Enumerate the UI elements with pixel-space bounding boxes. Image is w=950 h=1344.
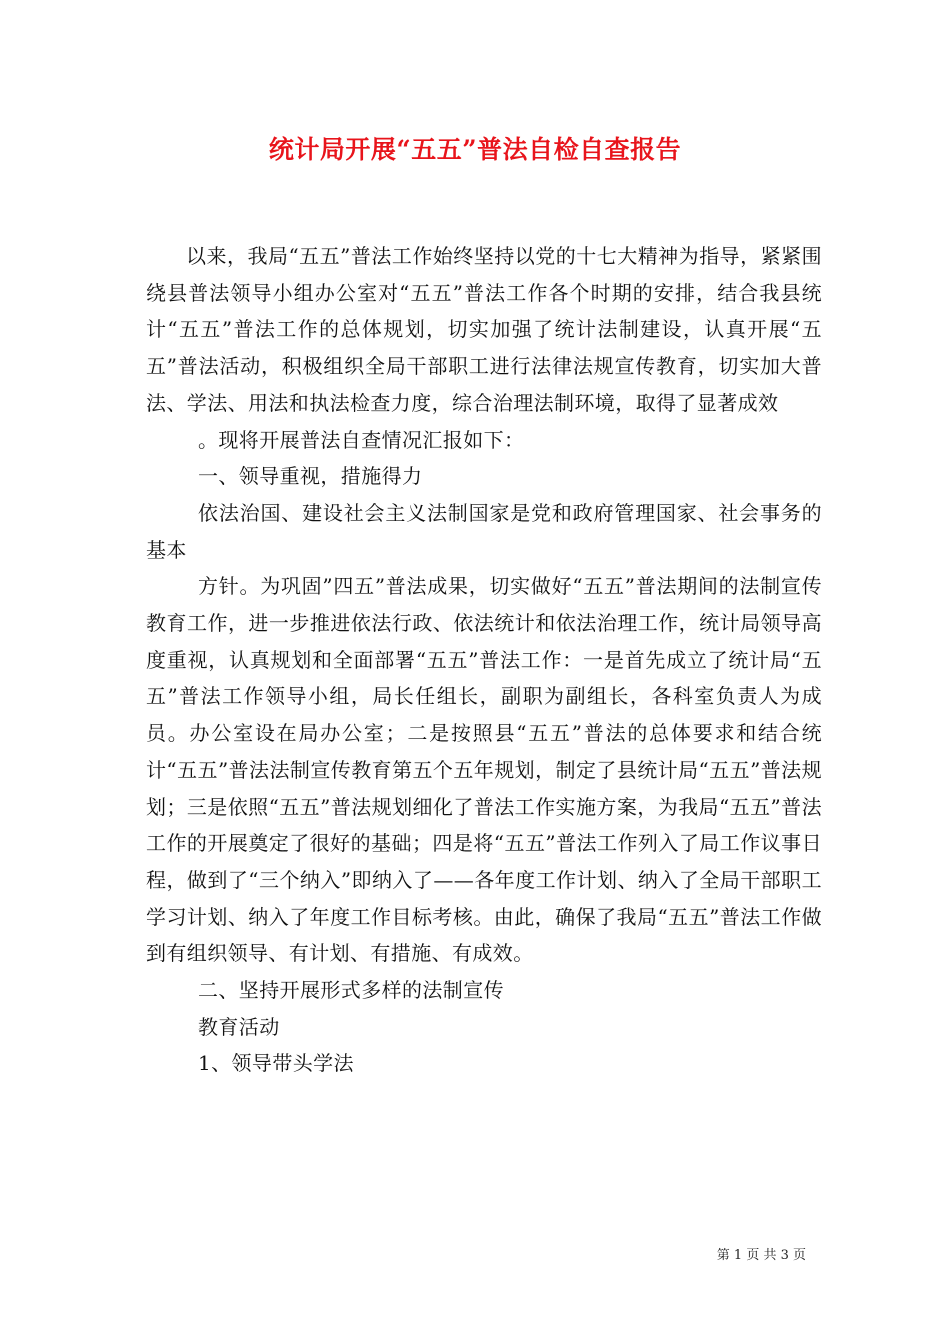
paragraph-rule-of-law: 依法治国、建设社会主义法制国家是党和政府管理国家、社会事务的基本 bbox=[146, 500, 822, 562]
document-title: 统计局开展“五五”普法自检自查报告 bbox=[268, 135, 682, 164]
page-number-footer: 第 1 页 共 3 页 bbox=[716, 1248, 806, 1263]
section-heading-1: 一、领导重视，措施得力 bbox=[198, 464, 423, 489]
paragraph-intro: 以来，我局“五五”普法工作始终坚持以党的十七大精神为指导，紧紧围绕县普法领导小组办公室对“五五”普法工作各个时期的安排，结合我县统计“五五”普法工作的总体规划，切实加强了统计法制建设，认真开展“五五”普法活动，积极组织全局干部职工进行法律法规宣传教育，切实加大普法、学法、用法和执法检查力度，综合治理法制环境，取得了显著成效 bbox=[146, 244, 822, 415]
section-heading-2: 二、坚持开展形式多样的法制宣传 bbox=[198, 978, 504, 1003]
document-body bbox=[146, 238, 822, 1082]
paragraph-measures: 方针。为巩固”四五”普法成果，切实做好“五五”普法期间的法制宣传教育工作，进一步推进依法行政、依法统计和依法治理工作，统计局领导高度重视，认真规划和全面部署“五五”普法工作：一是首先成立了统计局“五五”普法工作领导小组，局长任组长，副职为副组长，各科室负责人为成员。办公室设在局办公室；二是按照县“五五”普法的总体要求和结合统计“五五”普法法制宣传教育第五个五年规划，制定了县统计局“五五”普法规划；三是依照“五五”普法规划细化了普法工作实施方案，为我局“五五”普法工作的开展奠定了很好的基础；四是将“五五”普法工作列入了局工作议事日程，做到了“三个纳入”即纳入了——各年度工作计划、纳入了全局干部职工学习计划、纳入了年度工作目标考核。由此，确保了我局“五五”普法工作做到有组织领导、有计划、有措施、有成效。 bbox=[146, 574, 822, 966]
section-heading-2-cont: 教育活动 bbox=[198, 1014, 280, 1039]
subsection-heading-1: 1、领导带头学法 bbox=[198, 1051, 354, 1076]
paragraph-summary-lead: 。现将开展普法自查情况汇报如下： bbox=[198, 427, 525, 452]
